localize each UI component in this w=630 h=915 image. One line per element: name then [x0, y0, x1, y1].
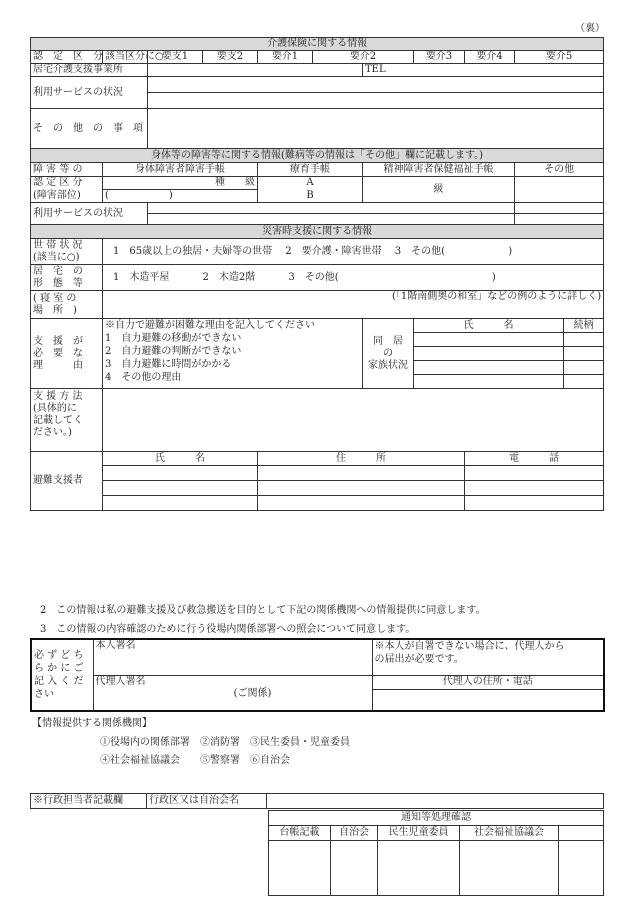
reason-label: 支 援 が 必 要 な 理 由: [31, 319, 103, 389]
agencies-line-2: ④社会福祉協議会 ⑤警察署 ⑥自治会: [100, 755, 290, 766]
helper-address-header: 住 所: [258, 452, 465, 466]
care-office-tel-field[interactable]: [363, 64, 604, 77]
consent-item-2: 2 この情報は私の避難支援及び救急搬送を目的として下記の関係機関への情報提供に同意します。: [40, 605, 486, 616]
cohabit-name-header: 氏 名: [414, 319, 564, 333]
rehab-a[interactable]: A: [258, 177, 363, 190]
notice-col-association: 自治会: [331, 826, 378, 841]
care-office-field[interactable]: [148, 64, 363, 77]
level-cell[interactable]: 要支1: [148, 51, 203, 64]
reason-note: ※自力で避難が困難な理由を記入してください: [105, 320, 315, 331]
disability-other-field[interactable]: [515, 177, 604, 203]
helper-address-field[interactable]: [258, 481, 465, 496]
helper-name-field[interactable]: [103, 466, 258, 481]
proxy-signature-field[interactable]: [93, 675, 372, 711]
bedroom-label: ( 寝 室 の 場 所 ): [31, 291, 103, 319]
proxy-relation-label: (ご関係): [233, 687, 272, 699]
level-cell[interactable]: 要介4: [465, 51, 515, 64]
cohabit-name-field[interactable]: [414, 375, 564, 389]
main-form-table: [30, 37, 604, 511]
cohabit-label: 同 居 の 家族状況: [363, 319, 414, 389]
notice-check-field[interactable]: [269, 841, 331, 896]
rehab-b[interactable]: B: [258, 190, 363, 203]
notice-check-field[interactable]: [331, 841, 378, 896]
staff-field-label: ※行政担当者記載欄: [31, 794, 147, 809]
district-label: 行政区又は自治会名: [147, 794, 267, 809]
reason-option[interactable]: 3 自力避難に時間がかかる: [105, 359, 232, 370]
care-services-label: 利用サービスの状況: [31, 77, 148, 109]
disability-services-label: 利用サービスの状況: [31, 203, 148, 225]
disaster-section-header: 災害時支援に関する情報: [31, 225, 604, 239]
notice-check-field[interactable]: [378, 841, 460, 896]
self-signature-field[interactable]: [93, 639, 372, 675]
must-fill-label: 必 ず ど ち ら か に ご 記 入 く だ さい: [31, 639, 93, 711]
level-cell[interactable]: 要支2: [203, 51, 258, 64]
helper-phone-field[interactable]: [465, 466, 604, 481]
care-services-field[interactable]: [148, 93, 604, 109]
notice-col-social-welfare: 社会福祉協議会: [460, 826, 559, 841]
level-cell[interactable]: 要介2: [313, 51, 414, 64]
proxy-signature-label: 代理人署名: [95, 675, 146, 687]
proxy-note: ※本人が自署できない場合に、代理人から の届出が必要です。: [372, 639, 604, 675]
care-services-field[interactable]: [148, 77, 604, 93]
self-signature-label: 本人署名: [95, 640, 136, 651]
disability-section-header: 身体等の障害等に関する情報(難病等の情報は「その他」欄に記載します。): [31, 149, 604, 163]
support-method-field[interactable]: [103, 389, 604, 452]
reason-option[interactable]: 4 その他の理由: [105, 372, 182, 383]
cohabit-relation-field[interactable]: [564, 333, 604, 347]
disability-label-line: 認 定 区 分: [31, 177, 103, 190]
disability-services-field[interactable]: [515, 203, 604, 214]
disability-services-field[interactable]: [148, 214, 515, 225]
care-section-header: 介護保険に関する情報: [31, 38, 604, 51]
care-other-label: そ の 他 の 事 項: [31, 109, 148, 149]
reason-option[interactable]: 1 自力避難の移動ができない: [105, 333, 242, 344]
disability-other-header: その他: [515, 163, 604, 177]
agencies-line-1: ①役場内の関係部署 ②消防署 ③民生委員・児童委員: [100, 737, 350, 748]
cohabit-name-field[interactable]: [414, 361, 564, 375]
cohabit-relation-field[interactable]: [564, 347, 604, 361]
helper-phone-field[interactable]: [465, 496, 604, 511]
physical-grade-field[interactable]: 種 級: [103, 177, 258, 190]
care-other-field[interactable]: [148, 109, 604, 149]
helper-phone-header: 電 話: [465, 452, 604, 466]
reason-list[interactable]: [103, 319, 363, 389]
notice-check-field[interactable]: [559, 841, 604, 896]
helper-name-field[interactable]: [103, 481, 258, 496]
support-method-label: 支 援 方 法 (具体的に 記載してく ださい。): [31, 389, 103, 452]
mental-grade-field[interactable]: 級: [363, 177, 515, 203]
disability-part-field[interactable]: ( ): [103, 190, 258, 203]
level-cell[interactable]: 要介3: [414, 51, 465, 64]
physical-handbook-header: 身体障害者障害手帳: [103, 163, 258, 177]
evac-helper-label: 避難支援者: [31, 452, 103, 511]
housing-label: 居 宅 の 形 態 等: [31, 265, 103, 291]
household-options[interactable]: 1 65歳以上の独居・夫婦等の世帯 2 要介護・障害世帯 3 その他( ): [103, 239, 604, 265]
cohabit-relation-field[interactable]: [564, 375, 604, 389]
proxy-address-label: 代理人の住所・電話: [373, 676, 604, 690]
notice-table: [268, 810, 604, 896]
rehab-handbook-header: 療育手帳: [258, 163, 363, 177]
notice-header: 通知等処理確認: [269, 811, 604, 826]
admin-staff-table: [30, 793, 604, 809]
consent-item-3: 3 この情報の内容確認のために行う役場内関係部署への照会について同意します。: [40, 624, 416, 635]
notice-col-welfare-commissioner: 民生児童委員: [378, 826, 460, 841]
helper-name-field[interactable]: [103, 496, 258, 511]
cohabit-relation-header: 続柄: [564, 319, 604, 333]
reason-option[interactable]: 2 自力避難の判断ができない: [105, 346, 242, 357]
cohabit-name-field[interactable]: [414, 347, 564, 361]
care-office-label: 居宅介護支援事業所: [31, 64, 148, 77]
cohabit-name-field[interactable]: [414, 333, 564, 347]
level-cell[interactable]: 要介1: [258, 51, 313, 64]
cert-category-label: 認 定 区 分: [31, 51, 103, 64]
cert-instruction: 該当区分に○: [103, 51, 148, 64]
cohabit-relation-field[interactable]: [564, 361, 604, 375]
helper-phone-field[interactable]: [465, 481, 604, 496]
helper-name-header: 氏 名: [103, 452, 258, 466]
signature-table: [30, 638, 605, 712]
tel-label: TEL: [365, 64, 386, 75]
agencies-title: 【情報提供する関係機関】: [32, 718, 152, 729]
notice-col-blank: [559, 826, 604, 841]
page-side-label: （裏）: [575, 23, 605, 34]
helper-address-field[interactable]: [258, 466, 465, 481]
housing-options[interactable]: 1 木造平屋 2 木造2階 3 その他( ): [103, 265, 604, 291]
notice-check-field[interactable]: [460, 841, 559, 896]
mental-handbook-header: 精神障害者保健福祉手帳: [363, 163, 515, 177]
district-field[interactable]: [267, 794, 604, 809]
level-cell[interactable]: 要介5: [515, 51, 604, 64]
disability-label-line: (障害部位): [31, 190, 103, 203]
notice-col-ledger: 台帳記載: [269, 826, 331, 841]
household-label: 世 帯 状 況 (該当に○): [31, 239, 103, 265]
disability-label-line: 障 害 等 の: [31, 163, 103, 177]
disability-services-field[interactable]: [148, 203, 515, 214]
disability-services-field[interactable]: [515, 214, 604, 225]
bedroom-field[interactable]: (「1階南側奥の和室」などの例のように詳しく): [103, 291, 604, 319]
helper-address-field[interactable]: [258, 496, 465, 511]
proxy-address-field[interactable]: [372, 675, 604, 711]
